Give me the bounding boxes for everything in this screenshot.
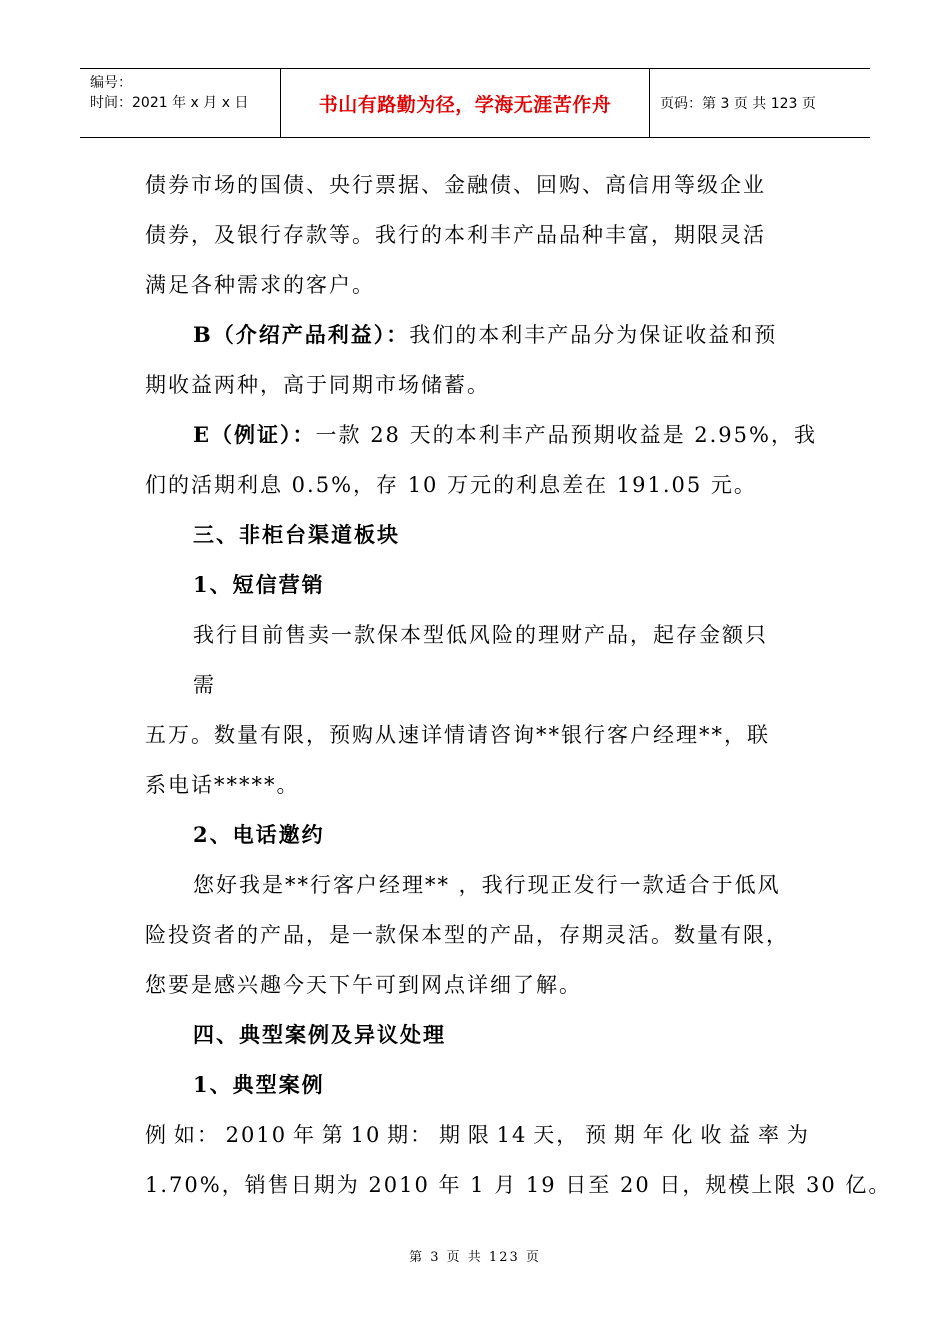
document-body (145, 160, 892, 1210)
paragraph-line: 我行目前售卖一款保本型低风险的理财产品，起存金额只 (193, 623, 768, 647)
justified-token: 率 (758, 1123, 781, 1147)
justified-token: 如： (173, 1123, 220, 1147)
paragraph-line: 系电话*****。 (145, 773, 300, 797)
header-meta (80, 69, 280, 137)
subsection-heading: 2、电话邀约 (193, 822, 325, 847)
page-header (80, 68, 870, 138)
paragraph-line: 债券市场的国债、央行票据、金融债、回购、高信用等级企业 (145, 173, 766, 197)
justified-token: 期 (613, 1123, 637, 1147)
justified-token: 预 (585, 1123, 609, 1147)
paragraph-line: 需 (193, 673, 216, 697)
justified-token: 2010 (225, 1123, 288, 1147)
paragraph-line (145, 310, 810, 360)
justified-token: 限 (467, 1123, 491, 1147)
subsection-heading: 1、典型案例 (193, 1072, 325, 1097)
justified-token: 14 (496, 1123, 528, 1147)
example-heading: E（例证）： (193, 422, 316, 447)
justified-token: 化 (671, 1123, 695, 1147)
paragraph-line: 债券，及银行存款等。我行的本利丰产品品种丰富，期限灵活 (145, 223, 766, 247)
justified-token: 第 (321, 1123, 345, 1147)
justified-token: 年 (292, 1123, 316, 1147)
justified-token: 10 (350, 1123, 382, 1147)
document-time-label: 时间：2021 年 x 月 x 日 (90, 95, 249, 111)
justified-token: 期： (387, 1123, 434, 1147)
justified-token: 期 (438, 1123, 462, 1147)
page-footer: 第 3 页 共 123 页 (409, 1250, 541, 1265)
paragraph-line: 期收益两种，高于同期市场储蓄。 (145, 373, 490, 397)
section-heading: 三、非柜台渠道板块 (193, 522, 400, 547)
document-number-label: 编号： (90, 75, 132, 91)
paragraph-line (145, 410, 817, 460)
justified-token: 益 (729, 1123, 753, 1147)
justified-token: 天， (533, 1123, 580, 1147)
paragraph-line: 1.70%，销售日期为 2010 年 1 月 19 日至 20 日，规模上限 30 亿。 (145, 1173, 892, 1197)
paragraph-line: 满足各种需求的客户。 (145, 273, 375, 297)
paragraph-line: 您要是感兴趣今天下午可到网点详细了解。 (145, 973, 582, 997)
benefit-text: 我们的本利丰产品分为保证收益和预 (409, 323, 778, 347)
justified-token: 例 (145, 1123, 168, 1147)
header-motto: 书山有路勤为径，学海无涯苦作舟 (280, 69, 650, 137)
section-heading: 四、典型案例及异议处理 (193, 1022, 446, 1047)
example-text: 一款 28 天的本利丰产品预期收益是 2.95%，我 (315, 423, 817, 447)
benefit-heading: B（介绍产品利益）： (193, 322, 410, 347)
justified-token: 为 (786, 1123, 810, 1147)
header-page-info: 页码：第 3 页 共 123 页 (660, 96, 816, 112)
paragraph-line: 您好我是**行客户经理** ，我行现正发行一款适合于低风 (193, 873, 781, 897)
justified-token: 收 (700, 1123, 724, 1147)
paragraph-line: 们的活期利息 0.5%，存 10 万元的利息差在 191.05 元。 (145, 473, 757, 497)
paragraph-line: 险投资者的产品，是一款保本型的产品，存期灵活。数量有限， (145, 923, 789, 947)
justified-token: 年 (642, 1123, 666, 1147)
subsection-heading: 1、短信营销 (193, 572, 325, 597)
paragraph-line: 五万。数量有限，预购从速详情请咨询**银行客户经理**，联 (145, 723, 770, 747)
paragraph-line (145, 1110, 810, 1160)
